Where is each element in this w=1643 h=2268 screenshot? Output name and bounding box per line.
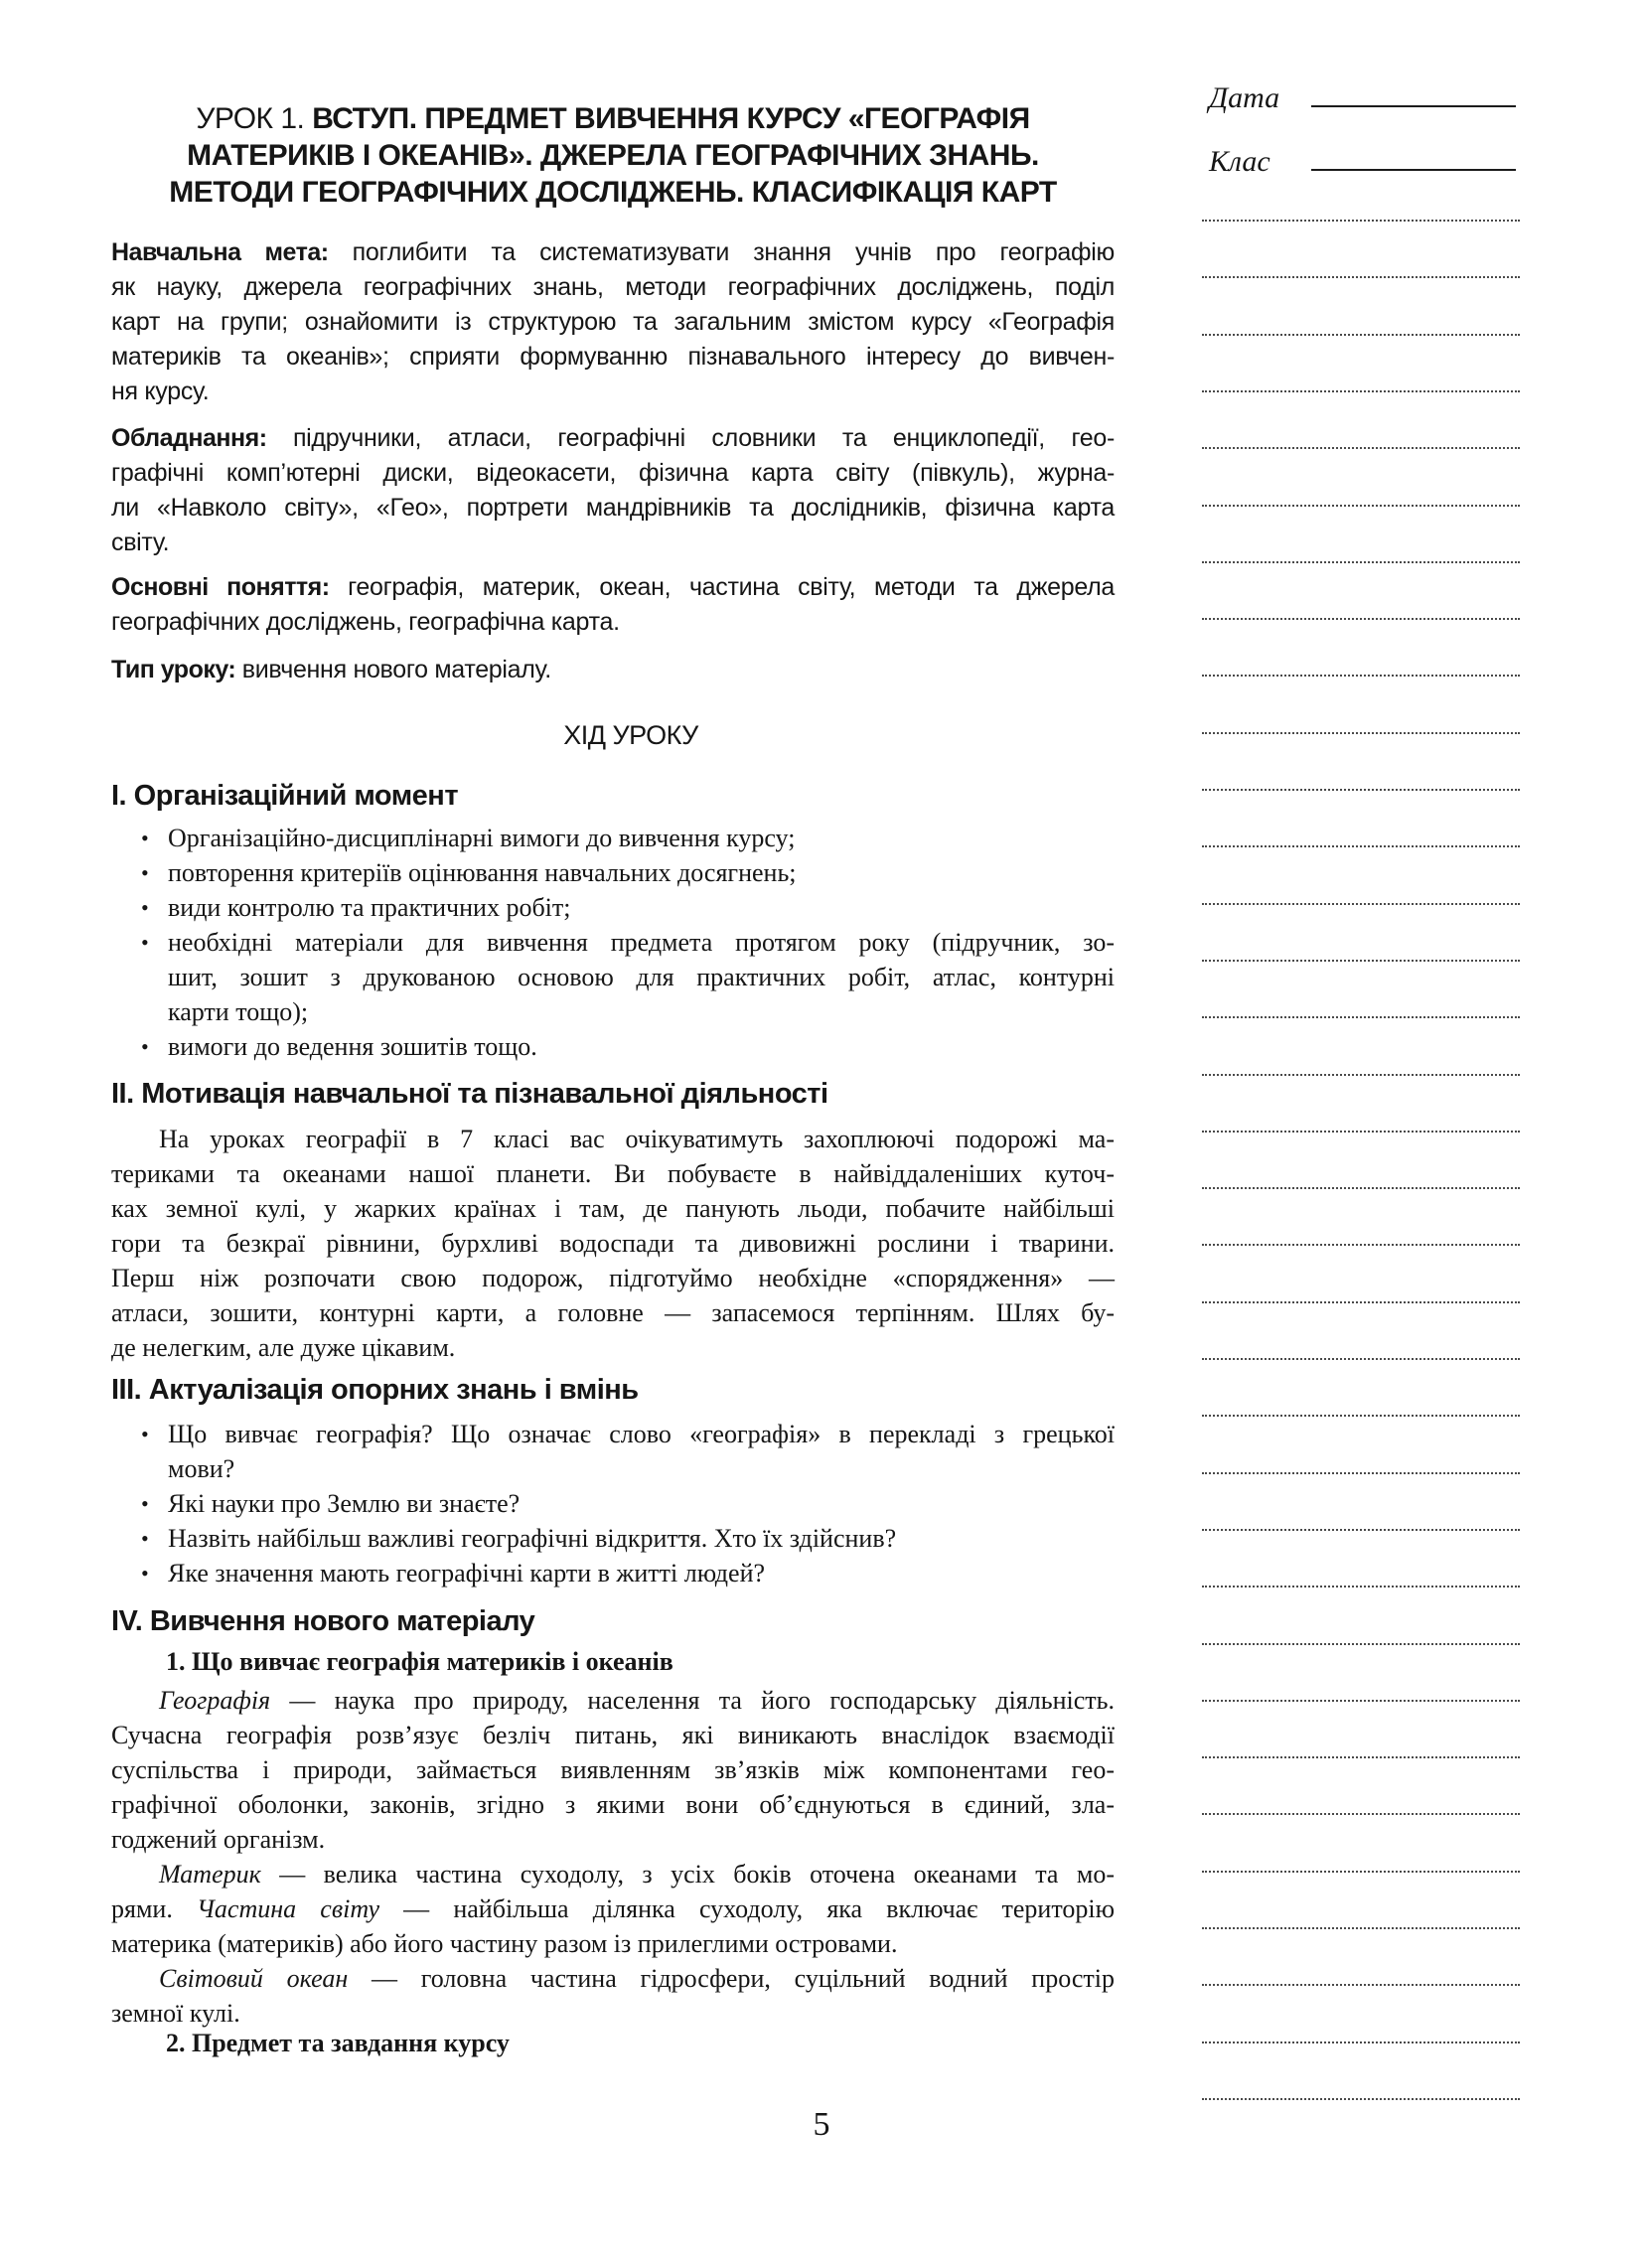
text-line: Що вивчає географія? Що означає слово «географія» в перекладі з грецької: [168, 1420, 1115, 1448]
definition-continent-paragraph: [111, 1857, 1115, 1961]
section-heading-new-material: IV. Вивчення нового матеріалу: [111, 1605, 535, 1637]
bullet-item: [111, 821, 1115, 855]
ruled-line: [1202, 1756, 1520, 1758]
text-line: гори та безкраї рівнини, бурхливі водоспади та дивовижні рослини і тварини.: [111, 1229, 1115, 1258]
text-line: карти тощо);: [168, 997, 309, 1026]
subsection-heading-subject-and-tasks: 2. Предмет та завдання курсу: [166, 2029, 510, 2057]
date-fill-line: [1311, 77, 1516, 107]
page-number: 5: [813, 2106, 830, 2143]
ruled-line: [1202, 618, 1520, 620]
text-line: світу.: [111, 529, 170, 556]
text-line: Перш ніж розпочати свою подорож, підготуймо необхідне «спорядження» —: [111, 1264, 1115, 1292]
definition-geography-paragraph: [111, 1683, 1115, 1857]
bullet-item: [111, 1521, 1115, 1556]
text-line: материка (материків) або його частину разом із прилеглими островами.: [111, 1929, 898, 1958]
text-line: суспільства і природи, займається виявленням зв’язків між компонентами гео-: [111, 1755, 1115, 1784]
text-line: де нелегким, але дуже цікавим.: [111, 1333, 456, 1362]
text-line: Назвіть найбільш важливі географічні відкриття. Хто їх здійснив?: [168, 1524, 897, 1553]
text-line: Тип уроку: вивчення нового матеріалу.: [111, 656, 551, 683]
bullet-icon: •: [141, 1422, 149, 1446]
text-line: ли «Навколо світу», «Гео», портрети мандрівників та дослідників, фізична карта: [111, 494, 1115, 522]
ruled-line: [1202, 675, 1520, 677]
bullet-item: [111, 1486, 1115, 1521]
equipment-block: [111, 421, 1115, 560]
ruled-line: [1202, 390, 1520, 392]
text-line: як науку, джерела географічних знань, методи географічних досліджень, поділ: [111, 273, 1115, 301]
bullet-item: [111, 1029, 1115, 1064]
text-line: Яке значення мають географічні карти в житті людей?: [168, 1559, 766, 1588]
ruled-line: [1202, 1358, 1520, 1360]
class-field: [1209, 141, 1537, 178]
actualization-bullets: [111, 1417, 1115, 1590]
main-text-column: [111, 0, 1115, 2268]
ruled-line: [1202, 220, 1520, 222]
bullet-item: [111, 1556, 1115, 1590]
ruled-line: [1202, 1871, 1520, 1873]
ruled-line: [1202, 1529, 1520, 1531]
text-line: земної кулі.: [111, 1999, 240, 2028]
text-line: рями. Частина світу — найбільша ділянка суходолу, яка включає територію: [111, 1894, 1115, 1923]
date-field: [1209, 77, 1537, 114]
ruled-line: [1202, 1643, 1520, 1645]
bullet-icon: •: [141, 1526, 149, 1551]
text-line: повторення критеріїв оцінювання навчальних досягнень;: [168, 858, 797, 887]
subsection-heading-what-geography-studies: 1. Що вивчає географія материків і океанів: [166, 1647, 673, 1676]
text-line: Основні поняття: географія, материк, океан, частина світу, методи та джерела: [111, 573, 1115, 601]
text-line: Сучасна географія розв’язує безліч питань, які виникають внаслідок взаємодії: [111, 1721, 1115, 1749]
section-heading-actualization: III. Актуалізація опорних знань і вмінь: [111, 1374, 639, 1406]
bullet-icon: •: [141, 895, 149, 920]
ruled-line: [1202, 1301, 1520, 1303]
bullet-item: [111, 925, 1115, 1029]
ruled-line: [1202, 1244, 1520, 1246]
text-line: териками та океанами нашої планети. Ви побуваєте в найвіддаленіших куточ-: [111, 1159, 1115, 1188]
ruled-line: [1202, 1016, 1520, 1018]
text-line: УРОК 1. ВСТУП. ПРЕДМЕТ ВИВЧЕННЯ КУРСУ «ГЕОГРАФІЯ: [196, 102, 1030, 135]
ruled-line: [1202, 561, 1520, 563]
text-line: види контролю та практичних робіт;: [168, 893, 571, 922]
ruled-line: [1202, 276, 1520, 278]
ruled-line: [1202, 732, 1520, 734]
text-line: Навчальна мета: поглибити та систематизувати знання учнів про географію: [111, 238, 1116, 266]
text-line: Географія — наука про природу, населення та його господарську діяльність.: [159, 1686, 1115, 1715]
lesson-type-block: [111, 653, 1115, 687]
class-label: Клас: [1209, 145, 1270, 178]
text-line: географічних досліджень, географічна карта.: [111, 608, 620, 636]
bullet-icon: •: [141, 1034, 149, 1059]
ruled-line: [1202, 1813, 1520, 1815]
bullet-icon: •: [141, 860, 149, 885]
bullet-icon: •: [141, 826, 149, 850]
ruled-line: [1202, 1472, 1520, 1474]
text-line: На уроках географії в 7 класі вас очікуватимуть захоплюючі подорожі ма-: [159, 1125, 1115, 1153]
ruled-line: [1202, 334, 1520, 336]
ruled-line: [1202, 1074, 1520, 1076]
text-line: Обладнання: підручники, атласи, географічні словники та енциклопедії, гео-: [111, 424, 1116, 452]
ruled-line: [1202, 1415, 1520, 1417]
ruled-line: [1202, 447, 1520, 449]
text-line: шит, зошит з друкованою основою для практичних робіт, атлас, контурні: [168, 963, 1115, 991]
bullet-icon: •: [141, 1561, 149, 1586]
text-line: мови?: [168, 1454, 235, 1483]
text-line: МАТЕРИКІВ І ОКЕАНІВ». ДЖЕРЕЛА ГЕОГРАФІЧНИХ ЗНАНЬ.: [187, 139, 1039, 172]
text-line: вимоги до ведення зошитів тощо.: [168, 1032, 537, 1061]
lesson-flow-heading: ХІД УРОКУ: [563, 720, 698, 750]
date-label: Дата: [1209, 81, 1280, 114]
bullet-icon: •: [141, 1491, 149, 1516]
text-line: Материк — велика частина суходолу, з усіх боків оточена океанами та мо-: [159, 1860, 1115, 1889]
bullet-item: [111, 855, 1115, 890]
ruled-line: [1202, 1187, 1520, 1189]
text-line: необхідні матеріали для вивчення предмета протягом року (підручник, зо-: [168, 928, 1115, 957]
page-title: [111, 100, 1115, 211]
class-fill-line: [1311, 141, 1516, 171]
text-line: графічні комп’ютерні диски, відеокасети, фізична карта світу (півкуль), журна-: [111, 459, 1115, 487]
definition-world-ocean-paragraph: [111, 1961, 1115, 2031]
ruled-line: [1202, 1586, 1520, 1588]
organizational-moment-bullets: [111, 821, 1115, 1064]
text-line: графічної оболонки, законів, згідно з якими вони об’єднуються в єдиний, зла-: [111, 1790, 1115, 1819]
text-line: Світовий океан — головна частина гідросфери, суцільний водний простір: [159, 1964, 1115, 1993]
section-heading-organizational-moment: I. Організаційний момент: [111, 780, 459, 812]
ruled-line: [1202, 1984, 1520, 1986]
ruled-line: [1202, 505, 1520, 507]
ruled-line: [1202, 1927, 1520, 1929]
ruled-line: [1202, 1131, 1520, 1133]
section-heading-motivation: II. Мотивація навчальної та пізнавальної діяльності: [111, 1078, 828, 1110]
text-line: ня курсу.: [111, 378, 210, 405]
key-concepts-block: [111, 570, 1115, 640]
text-line: годжений організм.: [111, 1825, 326, 1854]
ruled-line: [1202, 1700, 1520, 1702]
bullet-icon: •: [141, 930, 149, 955]
ruled-line: [1202, 2098, 1520, 2100]
text-line: ках земної кулі, у жарких країнах і там, де панують льоди, побачите найбільші: [111, 1194, 1115, 1223]
teaching-goal-block: [111, 235, 1115, 409]
ruled-line: [1202, 845, 1520, 847]
motivation-paragraph: [111, 1122, 1115, 1365]
bullet-item: [111, 1417, 1115, 1486]
ruled-line: [1202, 960, 1520, 962]
ruled-line: [1202, 789, 1520, 791]
text-line: Які науки про Землю ви знаєте?: [168, 1489, 521, 1518]
ruled-line: [1202, 903, 1520, 905]
text-line: материків та океанів»; сприяти формуванню пізнавального інтересу до вивчен-: [111, 343, 1115, 371]
bullet-item: [111, 890, 1115, 925]
text-line: МЕТОДИ ГЕОГРАФІЧНИХ ДОСЛІДЖЕНЬ. КЛАСИФІКАЦІЯ КАРТ: [169, 176, 1057, 209]
ruled-line: [1202, 2041, 1520, 2043]
text-line: карт на групи; ознайомити із структурою та загальним змістом курсу «Географія: [111, 308, 1115, 336]
text-line: атласи, зошити, контурні карти, а головне — запасемося терпінням. Шлях бу-: [111, 1298, 1115, 1327]
text-line: Організаційно-дисциплінарні вимоги до вивчення курсу;: [168, 824, 796, 852]
